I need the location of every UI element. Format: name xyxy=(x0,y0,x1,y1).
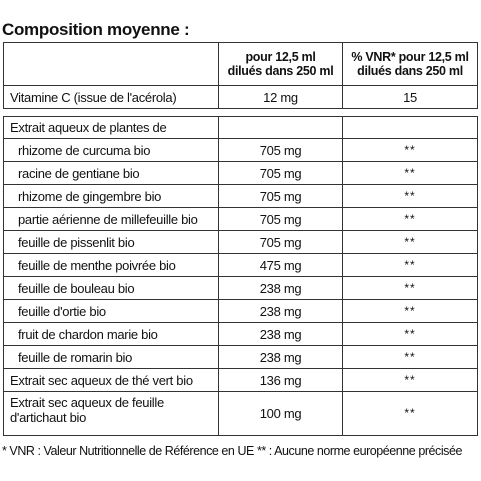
amount-cell xyxy=(218,253,343,277)
plant-name: fruit de chardon marie bio xyxy=(18,326,158,342)
extract-name: Extrait sec aqueux de thé vert bio xyxy=(10,372,193,388)
vnr-value: ** xyxy=(404,406,416,420)
vnr-cell xyxy=(342,138,478,162)
vnr-cell xyxy=(342,345,478,369)
extract-name-line2: d'artichaut bio xyxy=(10,410,87,425)
plant-name-cell xyxy=(3,253,219,277)
table-row xyxy=(3,138,478,162)
vnr-cell xyxy=(342,207,478,231)
amount-value: 475 mg xyxy=(259,257,302,273)
vnr-value: ** xyxy=(404,303,416,318)
plant-name: partie aérienne de millefeuille bio xyxy=(18,211,198,227)
amount-cell xyxy=(218,368,343,392)
vnr-cell xyxy=(342,85,478,109)
vnr-cell xyxy=(342,368,478,392)
plant-name: feuille de pissenlit bio xyxy=(18,234,135,250)
vnr-value: ** xyxy=(404,211,416,226)
group-heading-cell xyxy=(3,116,219,139)
table-row xyxy=(3,276,478,300)
amount-value: 705 mg xyxy=(259,165,302,181)
table-row xyxy=(3,345,478,369)
amount-value: 705 mg xyxy=(259,234,302,250)
plant-name-cell xyxy=(3,184,219,208)
amount-cell xyxy=(218,85,343,109)
plant-name: rhizome de curcuma bio xyxy=(18,142,151,158)
table-row xyxy=(3,299,478,323)
vnr-cell xyxy=(342,230,478,254)
amount-cell xyxy=(218,345,343,369)
amount-value: 238 mg xyxy=(259,326,302,342)
vnr-cell xyxy=(342,276,478,300)
header-amount-line1: pour 12,5 ml xyxy=(245,50,316,64)
plant-name-cell xyxy=(3,299,219,323)
amount-cell xyxy=(218,116,343,139)
nutrient-name-cell xyxy=(3,85,219,109)
vnr-cell xyxy=(342,253,478,277)
amount-value: 136 mg xyxy=(259,372,302,388)
header-vnr-line1: % VNR* pour 12,5 ml xyxy=(351,50,469,64)
amount-cell xyxy=(218,322,343,346)
vnr-value: ** xyxy=(404,257,416,272)
extract-name-cell xyxy=(3,368,219,392)
header-vnr-line2: dilués dans 250 ml xyxy=(357,64,463,78)
table-row-artichoke xyxy=(3,391,478,436)
extract-name-cell xyxy=(3,391,219,436)
amount-cell xyxy=(218,184,343,208)
amount-value: 12 mg xyxy=(263,89,298,105)
nutrient-name: Vitamine C (issue de l'acérola) xyxy=(10,89,177,105)
plant-name: rhizome de gingembre bio xyxy=(18,188,162,204)
header-empty-cell xyxy=(3,42,219,86)
amount-value: 238 mg xyxy=(259,349,302,365)
vnr-value: ** xyxy=(404,326,416,341)
vnr-cell xyxy=(342,391,478,436)
amount-cell xyxy=(218,391,343,436)
plant-name-cell xyxy=(3,230,219,254)
plant-name-cell xyxy=(3,161,219,185)
table-row xyxy=(3,230,478,254)
plant-name: feuille de romarin bio xyxy=(18,349,133,365)
vnr-cell xyxy=(342,322,478,346)
footnote: * VNR : Valeur Nutritionnelle de Référence en UE ** : Aucune norme européenne précisée xyxy=(2,444,462,458)
group-heading: Extrait aqueux de plantes de xyxy=(10,120,167,135)
plant-name-cell xyxy=(3,138,219,162)
vnr-cell xyxy=(342,184,478,208)
plant-name: feuille de bouleau bio xyxy=(18,280,135,296)
header-amount-line2: dilués dans 250 ml xyxy=(227,64,334,78)
amount-value: 238 mg xyxy=(259,303,302,319)
table-row-green-tea xyxy=(3,368,478,392)
table-row-group-heading xyxy=(3,116,478,139)
vnr-value: ** xyxy=(404,349,416,364)
amount-value: 100 mg xyxy=(259,406,302,421)
amount-cell xyxy=(218,138,343,162)
plant-name: racine de gentiane bio xyxy=(18,165,140,181)
amount-value: 705 mg xyxy=(259,142,302,158)
table-header-row xyxy=(3,42,478,86)
vnr-cell xyxy=(342,116,478,139)
amount-cell xyxy=(218,207,343,231)
vnr-value: ** xyxy=(404,142,416,157)
page-title: Composition moyenne : xyxy=(2,20,190,39)
vnr-value: ** xyxy=(404,188,416,203)
vnr-value: ** xyxy=(404,372,416,387)
table-row-vitamin-c xyxy=(3,85,478,109)
extract-name-line1: Extrait sec aqueux de feuille xyxy=(10,395,164,410)
amount-cell xyxy=(218,276,343,300)
vnr-cell xyxy=(342,299,478,323)
table-row xyxy=(3,253,478,277)
plant-name-cell xyxy=(3,207,219,231)
plant-name-cell xyxy=(3,322,219,346)
table-row xyxy=(3,207,478,231)
table-row xyxy=(3,184,478,208)
vnr-value: ** xyxy=(404,165,416,180)
header-amount-cell xyxy=(218,42,343,86)
plant-name: feuille d'ortie bio xyxy=(18,303,106,319)
plant-name-cell xyxy=(3,345,219,369)
table-row xyxy=(3,161,478,185)
header-vnr-cell xyxy=(342,42,478,86)
vnr-value: 15 xyxy=(403,89,417,105)
plant-name: feuille de menthe poivrée bio xyxy=(18,257,176,273)
amount-cell xyxy=(218,299,343,323)
table-row xyxy=(3,322,478,346)
amount-cell xyxy=(218,230,343,254)
amount-value: 238 mg xyxy=(259,280,302,296)
plant-name-cell xyxy=(3,276,219,300)
vnr-value: ** xyxy=(404,280,416,295)
vnr-cell xyxy=(342,161,478,185)
amount-cell xyxy=(218,161,343,185)
amount-value: 705 mg xyxy=(259,211,302,227)
amount-value: 705 mg xyxy=(259,188,302,204)
vnr-value: ** xyxy=(404,234,416,249)
